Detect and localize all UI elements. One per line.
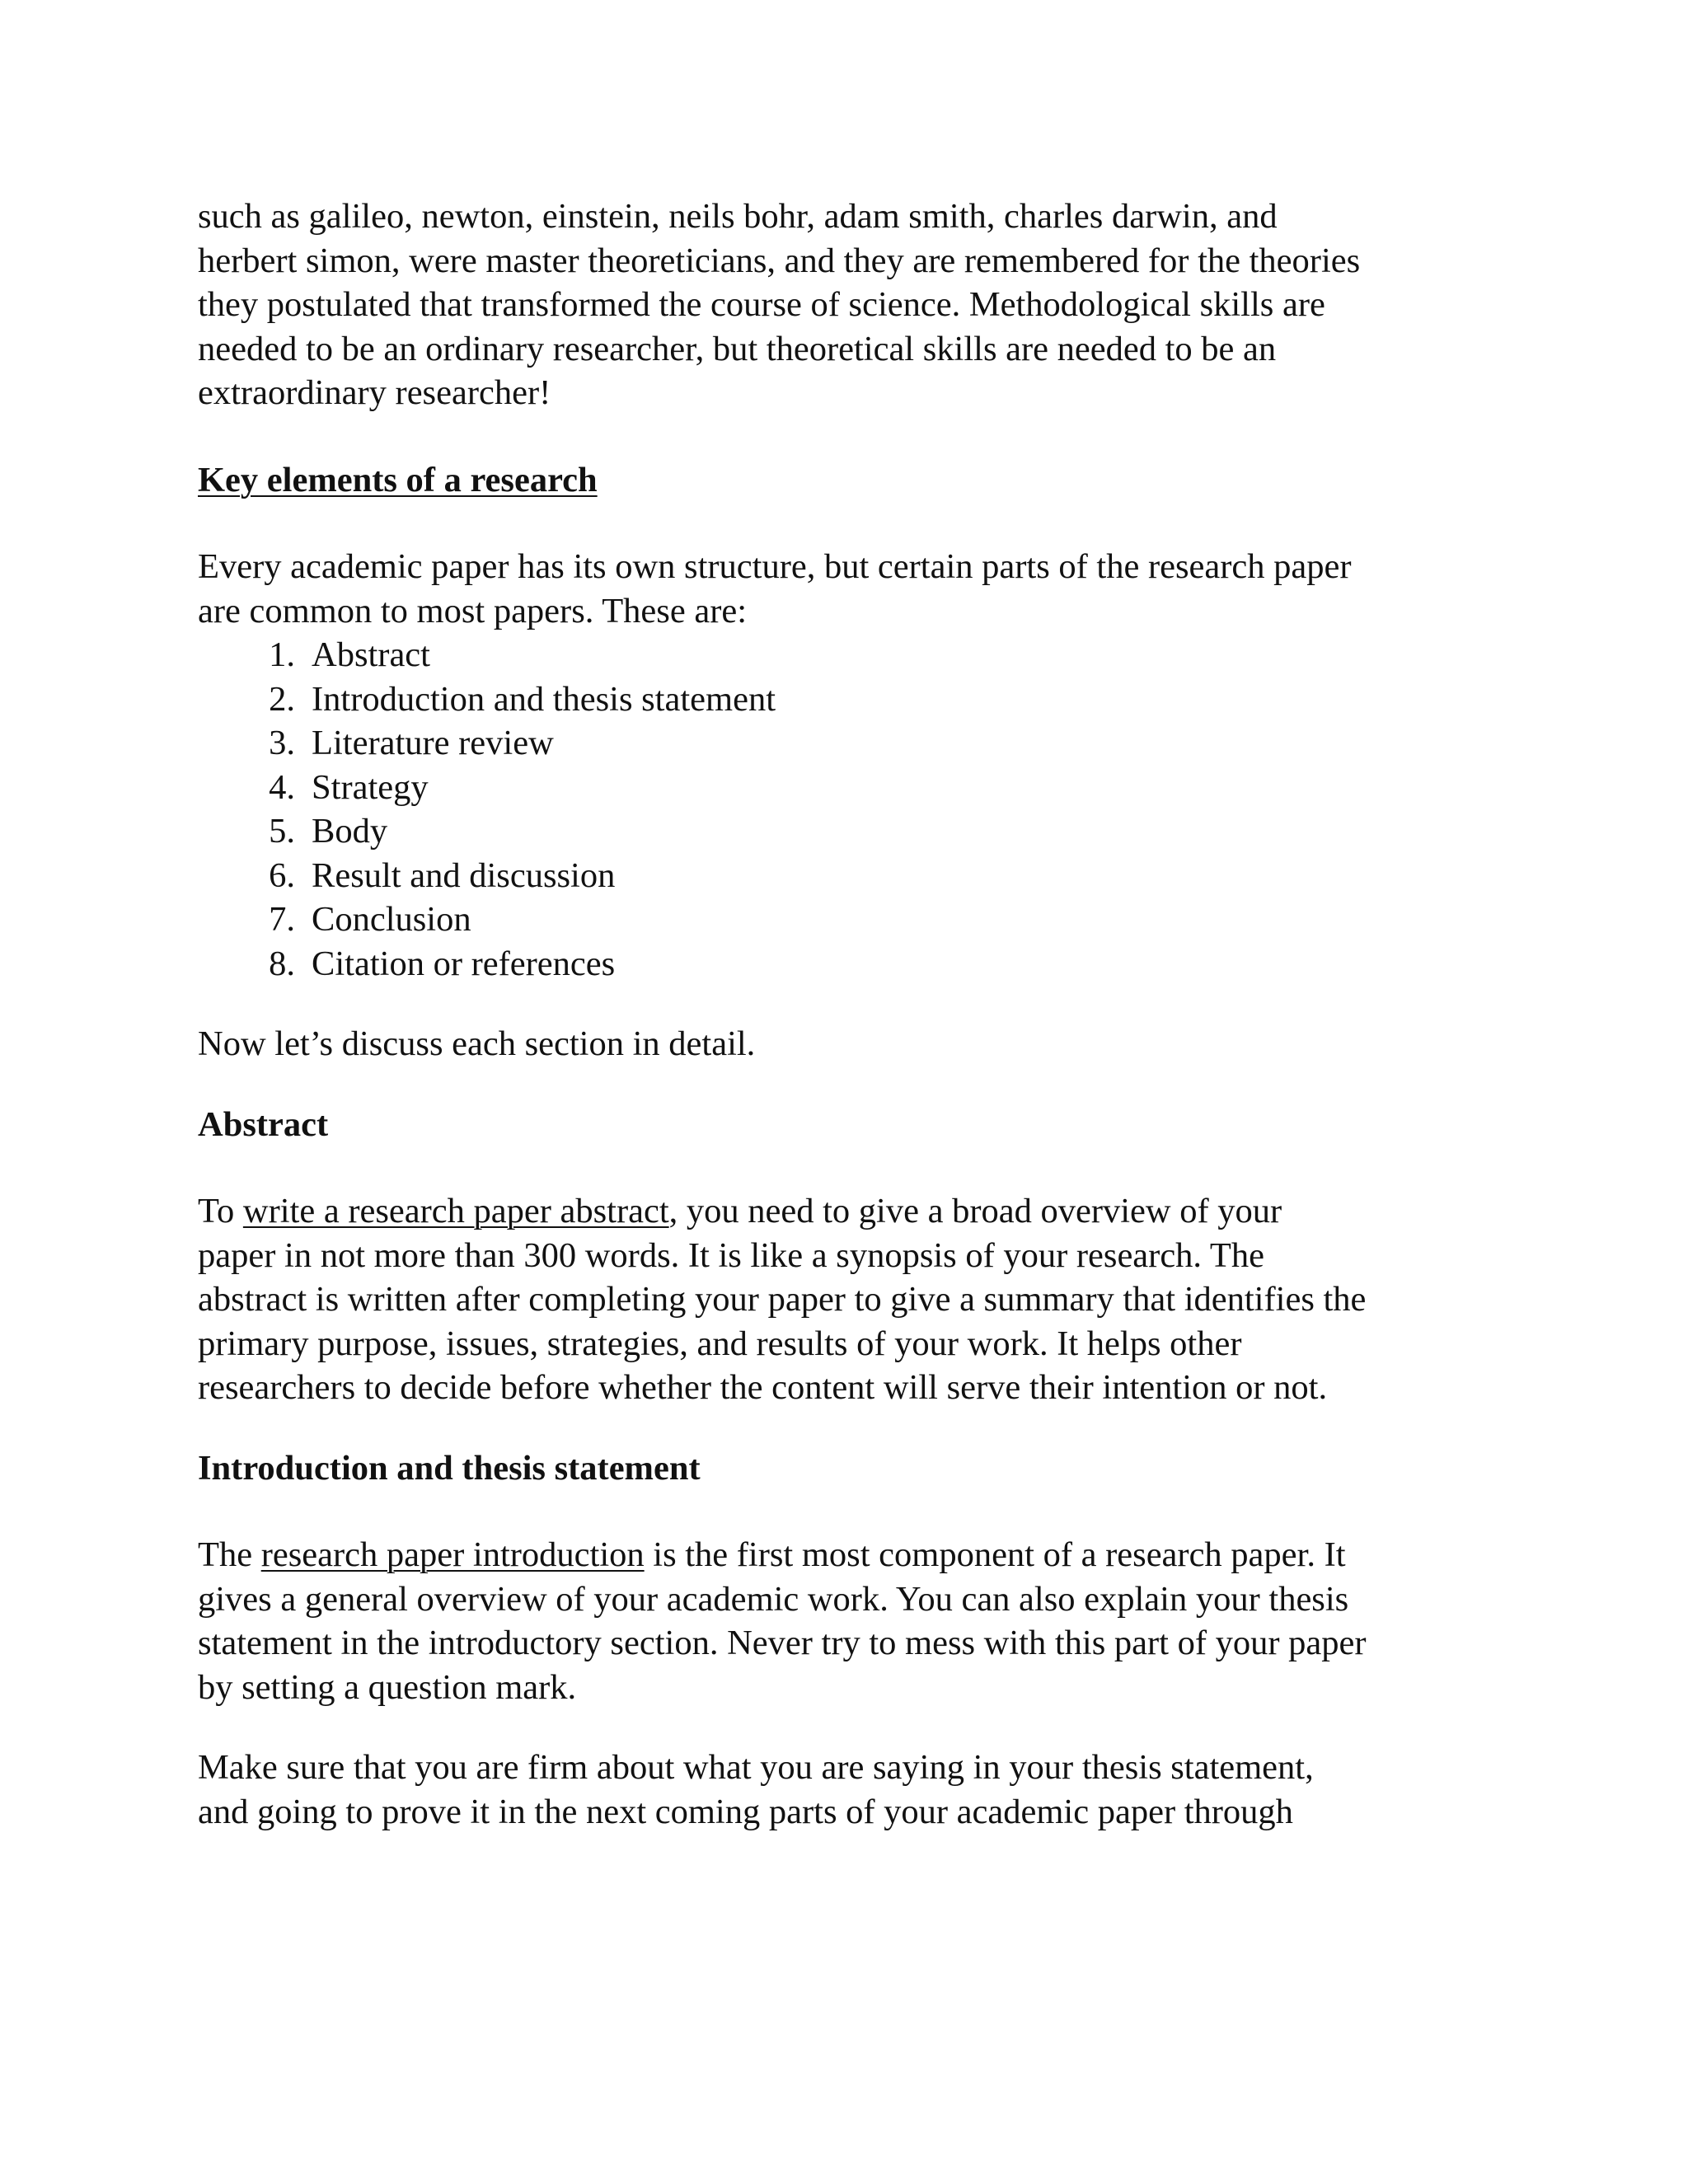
key-elements-intro [198, 545, 1500, 633]
text-line: Every academic paper has its own structure, but certain parts of the research paper [198, 547, 1352, 586]
text-segment: is the first most component of a research paper. It [644, 1535, 1346, 1574]
list-item [198, 677, 1500, 722]
thesis-paragraph [198, 1746, 1500, 1834]
list-item [198, 766, 1500, 810]
document-page [198, 194, 1500, 1834]
list-item [198, 898, 1500, 942]
abstract-link[interactable]: write a research paper abstract [242, 1192, 669, 1230]
list-number: 3. [269, 724, 295, 762]
list-item [198, 721, 1500, 766]
text-line: herbert simon, were master theoreticians, and they are remembered for the theories [198, 241, 1361, 280]
text-line: statement in the introductory section. Never try to mess with this part of your paper [198, 1624, 1367, 1662]
list-item [198, 809, 1500, 854]
intro-paragraph [198, 194, 1500, 415]
list-text: Abstract [312, 635, 430, 674]
text-line: researchers to decide before whether the content will serve their intention or not. [198, 1368, 1328, 1407]
text-segment: To [198, 1192, 243, 1230]
key-elements-heading: Key elements of a research [198, 460, 598, 499]
text-line: gives a general overview of your academic work. You can also explain your thesis [198, 1579, 1349, 1619]
text-line: Make sure that you are firm about what you are saying in your thesis statement, [198, 1748, 1314, 1787]
text-line: paper in not more than 300 words. It is like a synopsis of your research. The [198, 1235, 1264, 1275]
introduction-paragraph [198, 1533, 1500, 1709]
text-line: and going to prove it in the next coming parts of your academic paper through [198, 1792, 1293, 1831]
list-number: 4. [269, 767, 295, 807]
text-line: primary purpose, issues, strategies, and results of your work. It helps other [198, 1324, 1242, 1363]
list-number: 1. [269, 635, 295, 674]
text-line: needed to be an ordinary researcher, but theoretical skills are needed to be an [198, 329, 1277, 368]
text-segment: , you need to give a broad overview of your [668, 1192, 1282, 1230]
list-text: Strategy [312, 767, 429, 807]
list-text: Result and discussion [312, 855, 616, 895]
abstract-paragraph [198, 1189, 1500, 1410]
list-number: 8. [269, 944, 295, 983]
list-item [198, 942, 1500, 987]
text-line: extraordinary researcher! [198, 373, 551, 412]
list-text: Literature review [312, 724, 554, 762]
key-elements-outro: Now let’s discuss each section in detail. [198, 1024, 756, 1063]
text-line: abstract is written after completing your paper to give a summary that identifies the [198, 1280, 1367, 1319]
abstract-heading: Abstract [198, 1104, 329, 1144]
list-number: 5. [269, 812, 295, 851]
text-line: such as galileo, newton, einstein, neils bohr, adam smith, charles darwin, and [198, 197, 1278, 236]
introduction-link[interactable]: research paper introduction [260, 1535, 645, 1574]
text-line: by setting a question mark. [198, 1667, 577, 1707]
list-number: 2. [269, 679, 295, 719]
list-text: Introduction and thesis statement [312, 679, 776, 719]
text-line: they postulated that transformed the course of science. Methodological skills are [198, 285, 1325, 324]
list-text: Body [312, 812, 388, 851]
list-text: Citation or references [312, 944, 616, 983]
list-text: Conclusion [312, 900, 471, 939]
list-number: 7. [269, 900, 295, 939]
list-number: 6. [269, 855, 295, 895]
text-line: are common to most papers. These are: [198, 591, 748, 630]
list-item [198, 854, 1500, 898]
introduction-heading: Introduction and thesis statement [198, 1448, 701, 1488]
text-segment: The [198, 1535, 261, 1574]
list-item [198, 633, 1500, 677]
key-elements-list [198, 633, 1500, 986]
